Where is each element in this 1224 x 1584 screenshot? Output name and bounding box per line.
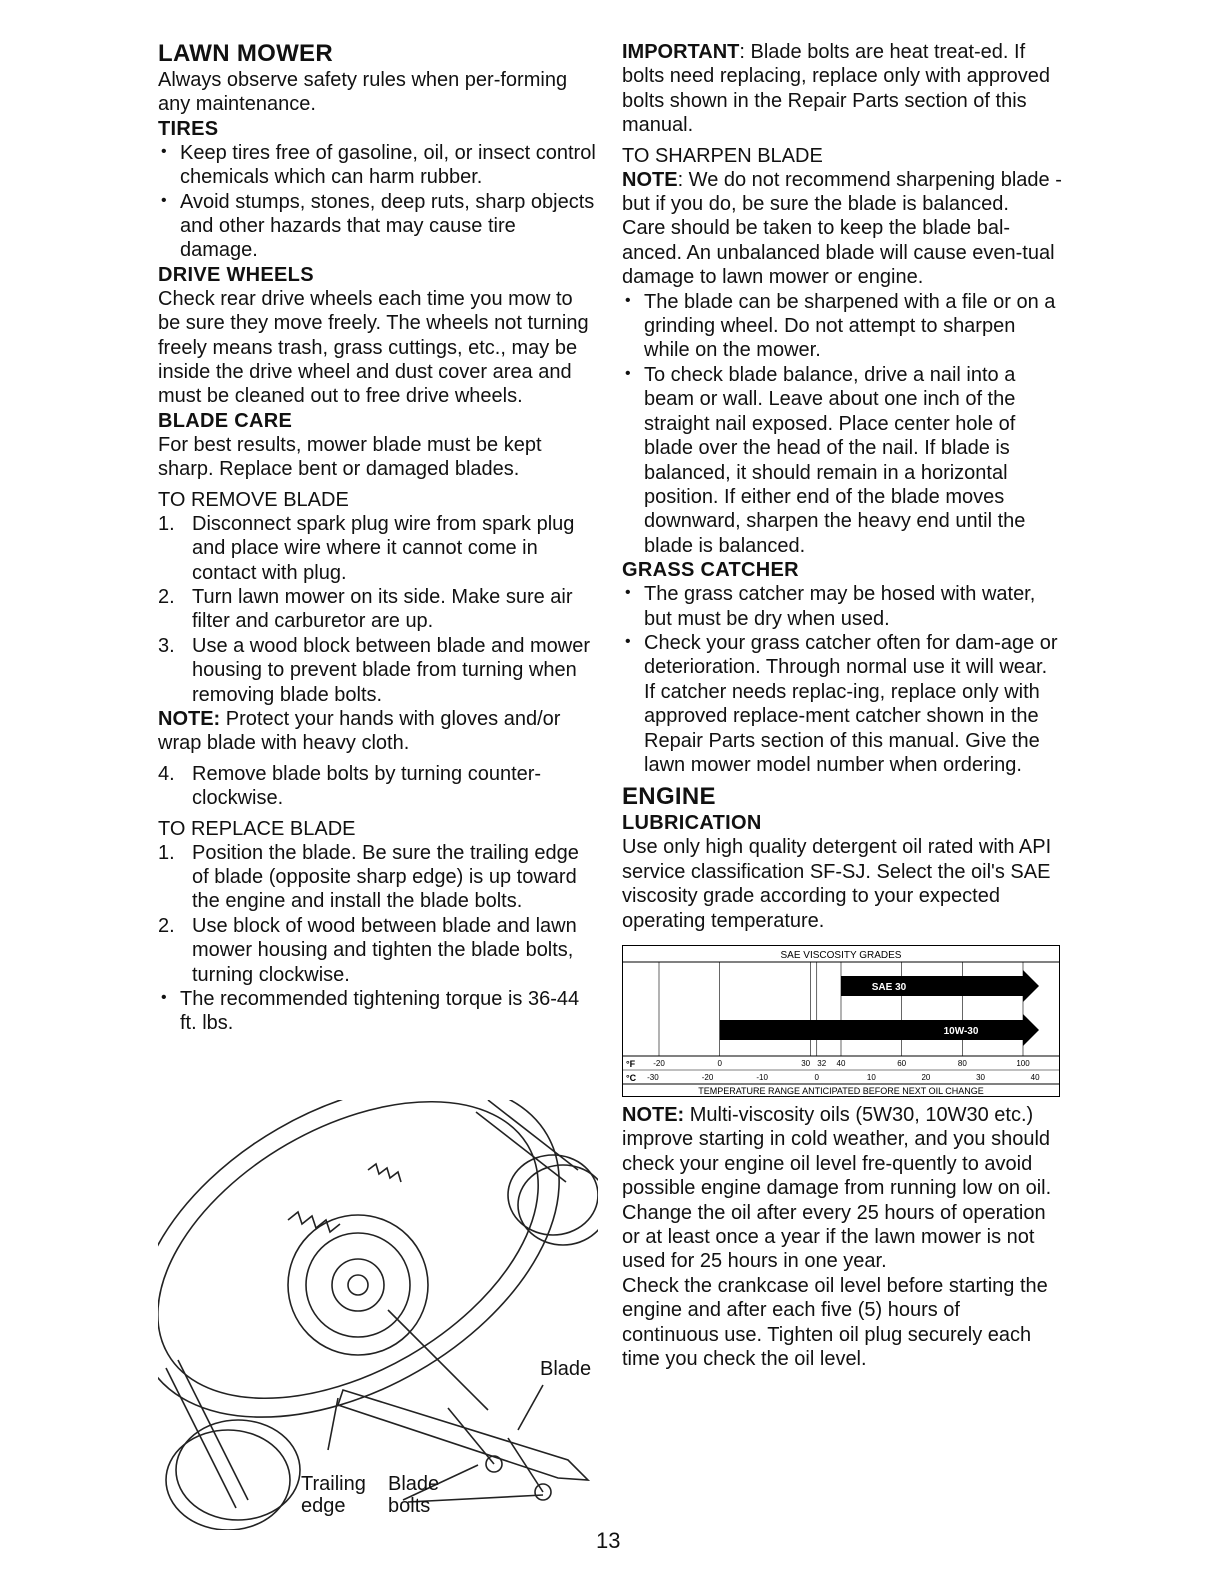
list-item: 2. Use block of wood between blade and lawn mower housing and tighten the blade bolts, turning clockwise. (158, 914, 577, 986)
engine-title: ENGINE (622, 783, 716, 811)
drive-wheels-heading: DRIVE WHEELS (158, 263, 314, 286)
list-item: • The recommended tightening torque is 36-44 ft. lbs. (158, 987, 598, 1036)
c-tick-label: 30 (976, 1073, 985, 1082)
oil-change-text: Change the oil after every 25 hours of operation or at least once a year if the lawn mower is not used for 25 hours in one year. (622, 1201, 1046, 1273)
f-axis-label: °F (626, 1059, 636, 1069)
c-tick-label: 0 (814, 1073, 819, 1082)
list-item: • Avoid stumps, stones, deep ruts, sharp objects and other hazards that may cause tire damage. (158, 190, 598, 263)
f-tick-label: 100 (1016, 1059, 1030, 1068)
blade-figure (158, 1100, 598, 1530)
drive-wheels-text: Check rear drive wheels each time you mow to be sure they move freely. The wheels not turning freely means trash, grass cuttings, etc., may be inside the drive wheel and dust cover area and must be cleaned out to free drive wheels. (158, 287, 589, 408)
list-item: • Check your grass catcher often for dam-age or deterioration. Through normal use it will wear. If catcher needs replac-ing, replace only with approved replace-ment catcher shown in the Repair Parts section of this manual. Give the lawn mower model number when ordering. (622, 631, 1062, 777)
oil-check-text: Check the crankcase oil level before starting the engine and after each five (5) hours of continuous use. Tighten oil plug securely each time you check the oil level. (622, 1274, 1048, 1371)
remove-steps (158, 512, 598, 707)
mower-underside-illustration (158, 1100, 598, 1530)
multi-viscosity-note: NOTE: Multi-viscosity oils (5W30, 10W30 etc.) improve starting in cold weather, and you should check your engine oil level fre-quently to avoid possible engine damage from running low on oil. (622, 1104, 1052, 1200)
list-item: 1. Disconnect spark plug wire from spark plug and place wire where it cannot come in contact with plug. (158, 512, 575, 584)
trailing-edge-label: Trailing edge (301, 1473, 366, 1517)
list-item: 4. Remove blade bolts by turning counter-clockwise. (158, 762, 542, 810)
replace-blade-heading: TO REPLACE BLADE (158, 817, 356, 840)
viscosity-chart-svg (623, 946, 1059, 1096)
series-bar (720, 1014, 1039, 1046)
c-tick-label: -30 (647, 1073, 659, 1082)
list-item: • To check blade balance, drive a nail into a beam or wall. Leave about one inch of the straight nail exposed. Place center hole of blade over the head of the nail. If blade is balanced, it should remain in a horizontal position. If either end of the blade moves downward, sharpen the heavy end until the blade is balanced. (622, 363, 1062, 558)
list-item: 2. Turn lawn mower on its side. Make sure air filter and carburetor are up. (158, 585, 573, 633)
list-item: • Keep tires free of gasoline, oil, or insect control chemicals which can harm rubber. (158, 141, 598, 190)
blade-label: Blade (540, 1358, 592, 1380)
tires-heading: TIRES (158, 117, 219, 140)
grass-catcher-heading: GRASS CATCHER (622, 559, 799, 582)
blade-care-text: For best results, mower blade must be kept sharp. Replace bent or damaged blades. (158, 433, 542, 481)
c-axis-label: °C (626, 1073, 637, 1083)
f-tick-label: 32 (817, 1059, 827, 1068)
lawn-mower-intro: Always observe safety rules when per-forming any maintenance. (158, 69, 568, 116)
list-item: • The grass catcher may be hosed with water, but must be dry when used. (622, 582, 1062, 631)
series-label: 10W-30 (943, 1026, 979, 1037)
series-bar (841, 970, 1039, 1002)
sharpen-list (622, 290, 1062, 558)
important-note: IMPORTANT: Blade bolts are heat treat-ed. If bolts need replacing, replace only with approved bolts shown in the Repair Parts section of this manual. (622, 41, 1051, 137)
chart-xlabel: TEMPERATURE RANGE ANTICIPATED BEFORE NEXT OIL CHANGE (698, 1086, 984, 1096)
c-tick-label: -20 (701, 1073, 714, 1082)
tires-list (158, 141, 598, 263)
list-item: 1. Position the blade. Be sure the trailing edge of blade (opposite sharp edge) is up toward the engine and install the blade bolts. (158, 841, 579, 913)
list-item: • The blade can be sharpened with a file or on a grinding wheel. Do not attempt to sharpen while on the mower. (622, 290, 1062, 363)
lawn-mower-title: LAWN MOWER (158, 40, 333, 67)
series-label: SAE 30 (871, 982, 907, 993)
care-text: Care should be taken to keep the blade bal-anced. An unbalanced blade will cause even-tual damage to lawn mower or engine. (622, 217, 1055, 289)
lubrication-text: Use only high quality detergent oil rated with API service classification SF-SJ. Select the oil's SAE viscosity grade according to your expected operating temperature. (622, 836, 1052, 932)
blade-care-heading: BLADE CARE (158, 409, 293, 432)
remove-blade-heading: TO REMOVE BLADE (158, 488, 349, 511)
chart-title: SAE VISCOSITY GRADES (780, 950, 902, 961)
f-tick-label: -20 (653, 1059, 665, 1068)
lubrication-heading: LUBRICATION (622, 812, 762, 835)
f-tick-label: 40 (836, 1059, 846, 1068)
f-tick-label: 80 (957, 1059, 967, 1068)
c-tick-label: 40 (1030, 1073, 1040, 1082)
f-tick-label: 0 (717, 1059, 722, 1068)
f-tick-label: 60 (897, 1059, 907, 1068)
c-tick-label: 10 (866, 1073, 876, 1082)
catcher-list (622, 582, 1062, 777)
c-tick-label: 20 (921, 1073, 931, 1082)
left-column (158, 40, 598, 1036)
remove-step-4 (158, 762, 598, 811)
remove-note: NOTE: Protect your hands with gloves and/or wrap blade with heavy cloth. (158, 707, 561, 755)
torque-bullet (158, 987, 598, 1036)
replace-steps (158, 841, 598, 987)
sharpen-note: NOTE: We do not recommend sharpening blade - but if you do, be sure the blade is balanced. (622, 168, 1062, 216)
c-tick-label: -10 (756, 1073, 768, 1082)
viscosity-chart (622, 945, 1060, 1097)
list-item: 3. Use a wood block between blade and mower housing to prevent blade from turning when removing blade bolts. (158, 634, 591, 706)
f-tick-label: 30 (801, 1059, 811, 1068)
blade-bolts-label: Blade bolts (388, 1473, 440, 1517)
right-column (622, 40, 1062, 1371)
sharpen-blade-heading: TO SHARPEN BLADE (622, 144, 823, 167)
page-number: 13 (596, 1528, 621, 1553)
